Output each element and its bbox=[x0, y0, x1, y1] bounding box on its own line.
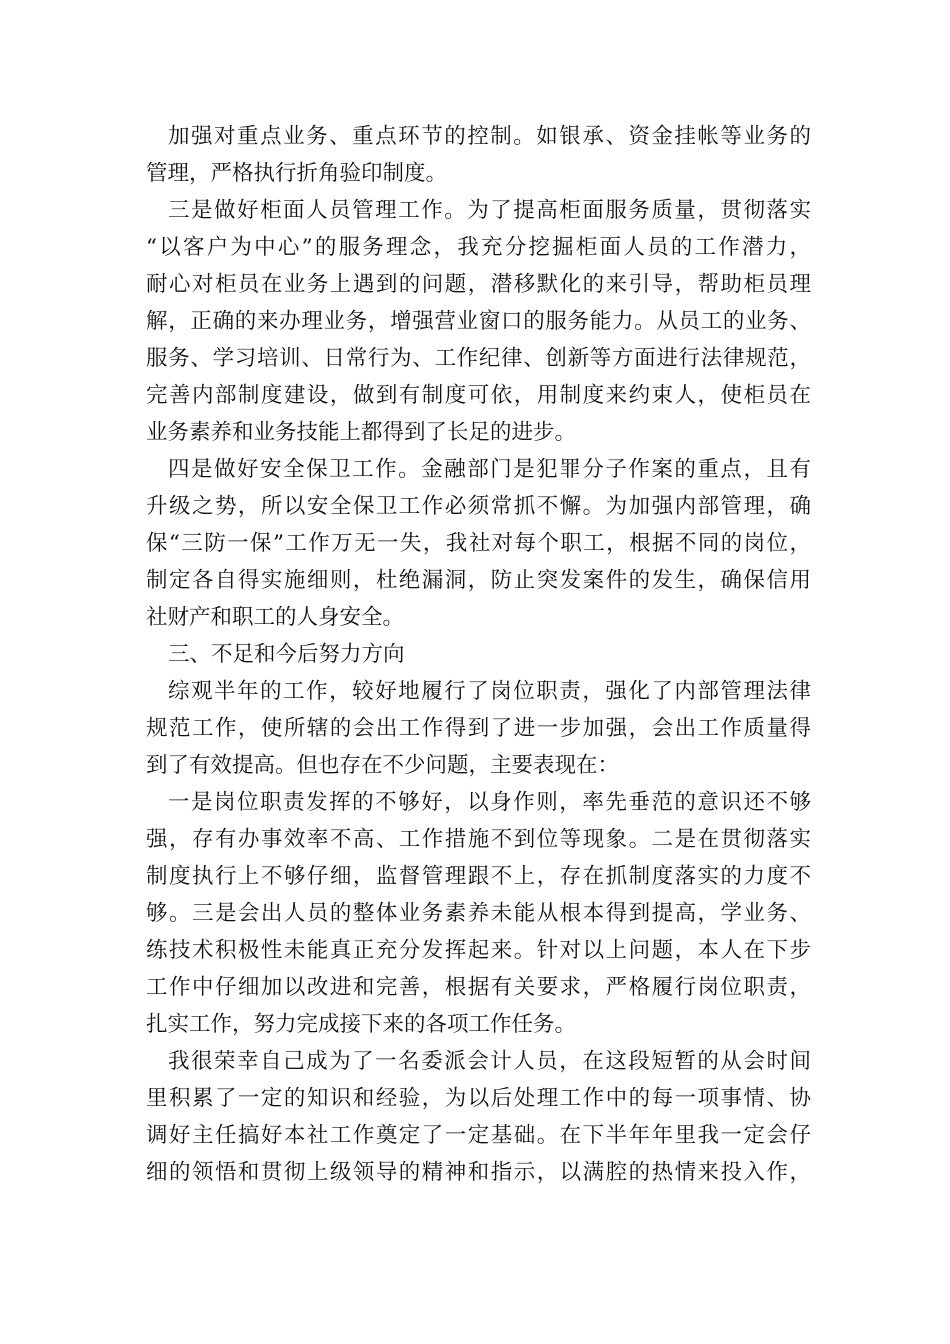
document-page bbox=[146, 118, 811, 1191]
text-line: 制度执行上不够仔细，监督管理跟不上，存在抓制度落实的力度不 bbox=[146, 864, 811, 889]
paragraph-control bbox=[146, 118, 811, 192]
text-line: 扎实工作，努力完成接下来的各项工作任务。 bbox=[146, 1012, 577, 1037]
text-line: 练技术积极性未能真正充分发挥起来。针对以上问题，本人在下步 bbox=[146, 938, 811, 963]
text-line: 调好主任搞好本社工作奠定了一定基础。在下半年年里我一定会仔 bbox=[146, 1123, 811, 1148]
text-line: 综观半年的工作，较好地履行了岗位职责，强化了内部管理法律 bbox=[168, 679, 811, 704]
text-line: 强，存有办事效率不高、工作措施不到位等现象。二是在贯彻落实 bbox=[146, 827, 811, 852]
paragraph-security bbox=[146, 451, 811, 636]
paragraph-counter-staff bbox=[146, 192, 811, 451]
text-line: 管理，严格执行折角验印制度。 bbox=[146, 161, 448, 186]
text-line: 制定各自得实施细则，杜绝漏洞，防止突发案件的发生，确保信用 bbox=[146, 568, 811, 593]
paragraph-conclusion bbox=[146, 1043, 811, 1191]
section-heading-text: 三、不足和今后努力方向 bbox=[168, 642, 405, 667]
text-line: 加强对重点业务、重点环节的控制。如银承、资金挂帐等业务的 bbox=[168, 124, 811, 149]
text-line: 四是做好安全保卫工作。金融部门是犯罪分子作案的重点，且有 bbox=[168, 457, 811, 482]
text-line: 一是岗位职责发挥的不够好，以身作则，率先垂范的意识还不够 bbox=[168, 790, 811, 815]
text-line: 里积累了一定的知识和经验，为以后处理工作中的每一项事情、协 bbox=[146, 1086, 811, 1111]
text-line: 细的领悟和贯彻上级领导的精神和指示，以满腔的热情来投入作， bbox=[146, 1160, 811, 1185]
text-line: 升级之势，所以安全保卫工作必须常抓不懈。为加强内部管理，确 bbox=[146, 494, 811, 519]
text-line: 社财产和职工的人身安全。 bbox=[146, 605, 405, 630]
section-heading bbox=[146, 636, 811, 673]
text-line: “以客户为中心”的服务理念，我充分挖掘柜面人员的工作潜力， bbox=[146, 235, 811, 260]
text-line: 到了有效提高。但也存在不少问题，主要表现在： bbox=[146, 753, 620, 778]
text-line: 我很荣幸自己成为了一名委派会计人员，在这段短暂的从会时间 bbox=[168, 1049, 811, 1074]
text-line: 服务、学习培训、日常行为、工作纪律、创新等方面进行法律规范， bbox=[146, 346, 811, 371]
text-line: 规范工作，使所辖的会出工作得到了进一步加强，会出工作质量得 bbox=[146, 716, 811, 741]
paragraph-summary bbox=[146, 673, 811, 784]
text-line: 工作中仔细加以改进和完善，根据有关要求，严格履行岗位职责， bbox=[146, 975, 811, 1000]
text-line: 三是做好柜面人员管理工作。为了提高柜面服务质量，贯彻落实 bbox=[168, 198, 811, 223]
text-line: 解，正确的来办理业务，增强营业窗口的服务能力。从员工的业务、 bbox=[146, 309, 811, 334]
text-line: 耐心对柜员在业务上遇到的问题，潜移默化的来引导，帮助柜员理 bbox=[146, 272, 811, 297]
text-line: 完善内部制度建设，做到有制度可依，用制度来约束人，使柜员在 bbox=[146, 383, 811, 408]
text-line: 业务素养和业务技能上都得到了长足的进步。 bbox=[146, 420, 577, 445]
paragraph-problems bbox=[146, 784, 811, 1043]
text-line: 保“三防一保”工作万无一失，我社对每个职工，根据不同的岗位， bbox=[146, 531, 811, 556]
text-line: 够。三是会出人员的整体业务素养未能从根本得到提高，学业务、 bbox=[146, 901, 811, 926]
